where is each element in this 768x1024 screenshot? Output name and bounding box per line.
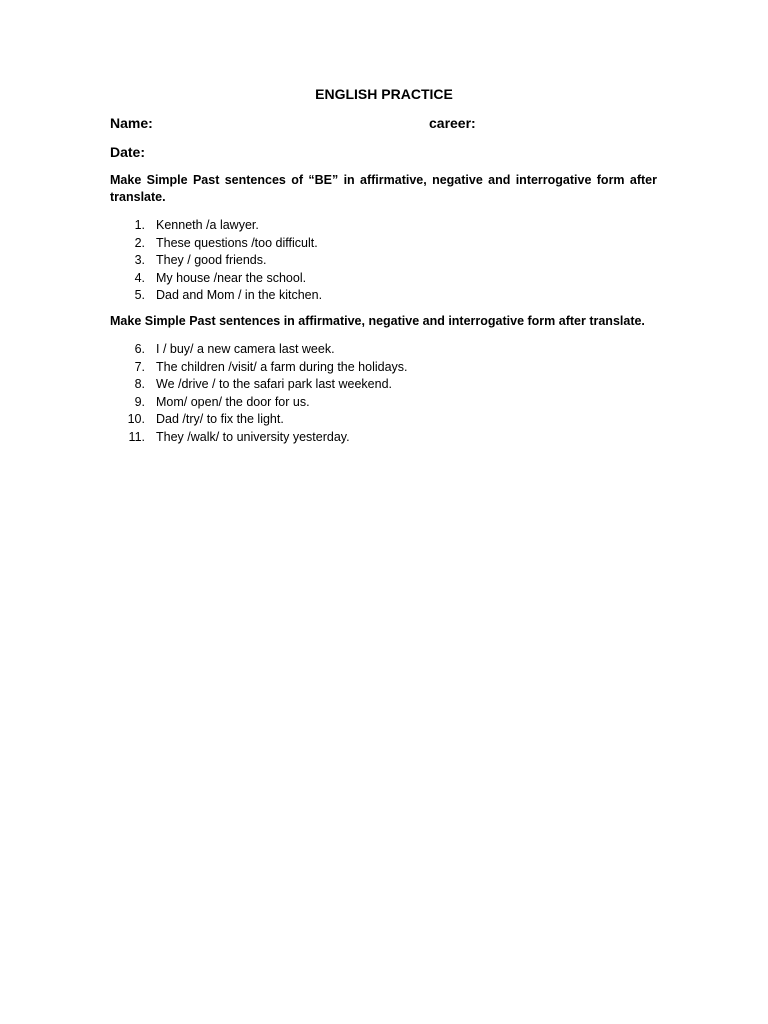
item-number: 2.	[134, 235, 145, 250]
item-text: We /drive / to the safari park last weekend.	[156, 377, 392, 391]
item-text: Dad and Mom / in the kitchen.	[156, 288, 323, 302]
item-text: These questions /too difficult.	[156, 235, 318, 250]
item-text: My house /near the school.	[156, 270, 307, 285]
item-number: 11.	[128, 429, 145, 444]
item-number: 5.	[134, 288, 145, 302]
item-number: 3.	[134, 253, 145, 267]
item-text: The children /visit/ a farm during the holidays.	[156, 359, 408, 374]
section2-list	[110, 341, 670, 446]
list-item	[110, 429, 670, 447]
list-item	[110, 270, 670, 288]
item-number: 6.	[134, 342, 145, 356]
career-label: career:	[429, 115, 476, 131]
section1-list	[110, 217, 670, 305]
list-item	[110, 394, 670, 412]
date-label: Date:	[110, 144, 146, 160]
document-title: ENGLISH PRACTICE	[315, 86, 453, 102]
item-text: They / good friends.	[156, 253, 267, 267]
list-item	[110, 235, 670, 253]
list-item	[110, 376, 670, 394]
list-item	[110, 341, 670, 359]
item-text: Dad /try/ to fix the light.	[156, 412, 284, 426]
item-number: 1.	[134, 218, 145, 232]
item-text: I / buy/ a new camera last week.	[156, 342, 335, 356]
list-item	[110, 252, 670, 270]
item-text: Mom/ open/ the door for us.	[156, 394, 310, 409]
item-number: 7.	[134, 359, 145, 374]
item-number: 8.	[134, 377, 145, 391]
item-number: 9.	[134, 394, 145, 409]
name-label: Name:	[110, 115, 153, 131]
item-number: 4.	[134, 270, 145, 285]
list-item	[110, 217, 670, 235]
list-item	[110, 359, 670, 377]
item-text: Kenneth /a lawyer.	[156, 218, 259, 232]
item-number: 10.	[127, 412, 145, 426]
section1-instruction: Make Simple Past sentences of “BE” in affirmative, negative and interrogative form after translate.	[110, 173, 657, 204]
list-item	[110, 411, 670, 429]
item-text: They /walk/ to university yesterday.	[156, 429, 350, 444]
section2-instruction: Make Simple Past sentences in affirmative, negative and interrogative form after translate.	[110, 314, 645, 328]
list-item	[110, 287, 670, 305]
